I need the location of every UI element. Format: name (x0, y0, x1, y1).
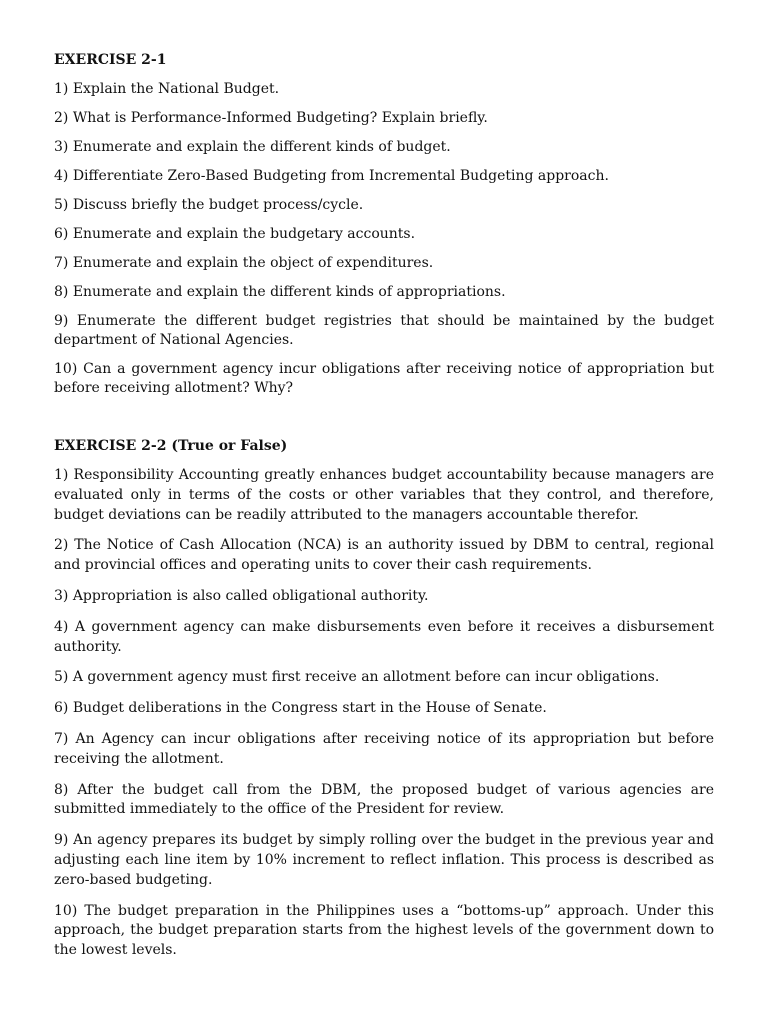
section-spacer (54, 408, 714, 437)
exercise-2-2-item-4: 4) A government agency can make disbursements even before it receives a disbursement authority. (54, 618, 714, 655)
exercise-2-1-item-7: 7) Enumerate and explain the object of expenditures. (54, 255, 434, 271)
exercise-2-2-list (54, 466, 714, 961)
exercise-2-2-item-9: 9) An agency prepares its budget by simply rolling over the budget in the previous year and adjusting each line item by 10% increment to reflect inflation. This process is described as zero-based budgeting. (54, 832, 714, 888)
exercise-2-1-item-2: 2) What is Performance-Informed Budgeting? Explain briefly. (54, 110, 488, 126)
exercise-2-2-item-5: 5) A government agency must first receive an allotment before can incur obligations. (54, 669, 660, 686)
exercise-2-2-item-3: 3) Appropriation is also called obligational authority. (54, 587, 429, 604)
exercise-2-2-item-6: 6) Budget deliberations in the Congress start in the House of Senate. (54, 700, 547, 717)
exercise-2-1-item-1: 1) Explain the National Budget. (54, 81, 280, 97)
exercise-2-1-heading: EXERCISE 2-1 (54, 52, 167, 68)
exercise-2-2-heading: EXERCISE 2-2 (True or False) (54, 438, 288, 454)
exercise-2-1-item-5: 5) Discuss briefly the budget process/cycle. (54, 197, 364, 213)
exercise-2-1-item-8: 8) Enumerate and explain the different kinds of appropriations. (54, 284, 506, 300)
exercise-2-1-item-6: 6) Enumerate and explain the budgetary accounts. (54, 226, 416, 242)
exercise-2-1-item-10: 10) Can a government agency incur obligations after receiving notice of appropriation but before receiving allotment? Why? (54, 361, 714, 396)
exercise-2-2-item-10: 10) The budget preparation in the Philippines uses a “bottoms-up” approach. Under this approach, the budget preparation starts from the highest levels of the government down to the lowest levels. (54, 902, 714, 959)
exercise-2-2-item-8: 8) After the budget call from the DBM, the proposed budget of various agencies are submitted immediately to the office of the President for review. (54, 781, 714, 818)
document-page (54, 51, 714, 972)
exercise-2-2-item-7: 7) An Agency can incur obligations after receiving notice of its appropriation but before receiving the allotment. (54, 730, 714, 767)
exercise-2-2-item-2: 2) The Notice of Cash Allocation (NCA) is an authority issued by DBM to central, regional and provincial offices and operating units to cover their cash requirements. (54, 537, 714, 574)
exercise-2-1-item-3: 3) Enumerate and explain the different kinds of budget. (54, 139, 451, 155)
exercise-2-2-item-1: 1) Responsibility Accounting greatly enhances budget accountability because managers are evaluated only in terms of the costs or other variables that they control, and therefore, budget deviations can be readily attributed to the managers accountable therefor. (54, 467, 714, 523)
exercise-2-1-item-4: 4) Differentiate Zero-Based Budgeting from Incremental Budgeting approach. (54, 168, 609, 184)
exercise-2-1-list (54, 80, 714, 398)
exercise-2-1-item-9: 9) Enumerate the different budget registries that should be maintained by the budget department of National Agencies. (54, 313, 714, 348)
